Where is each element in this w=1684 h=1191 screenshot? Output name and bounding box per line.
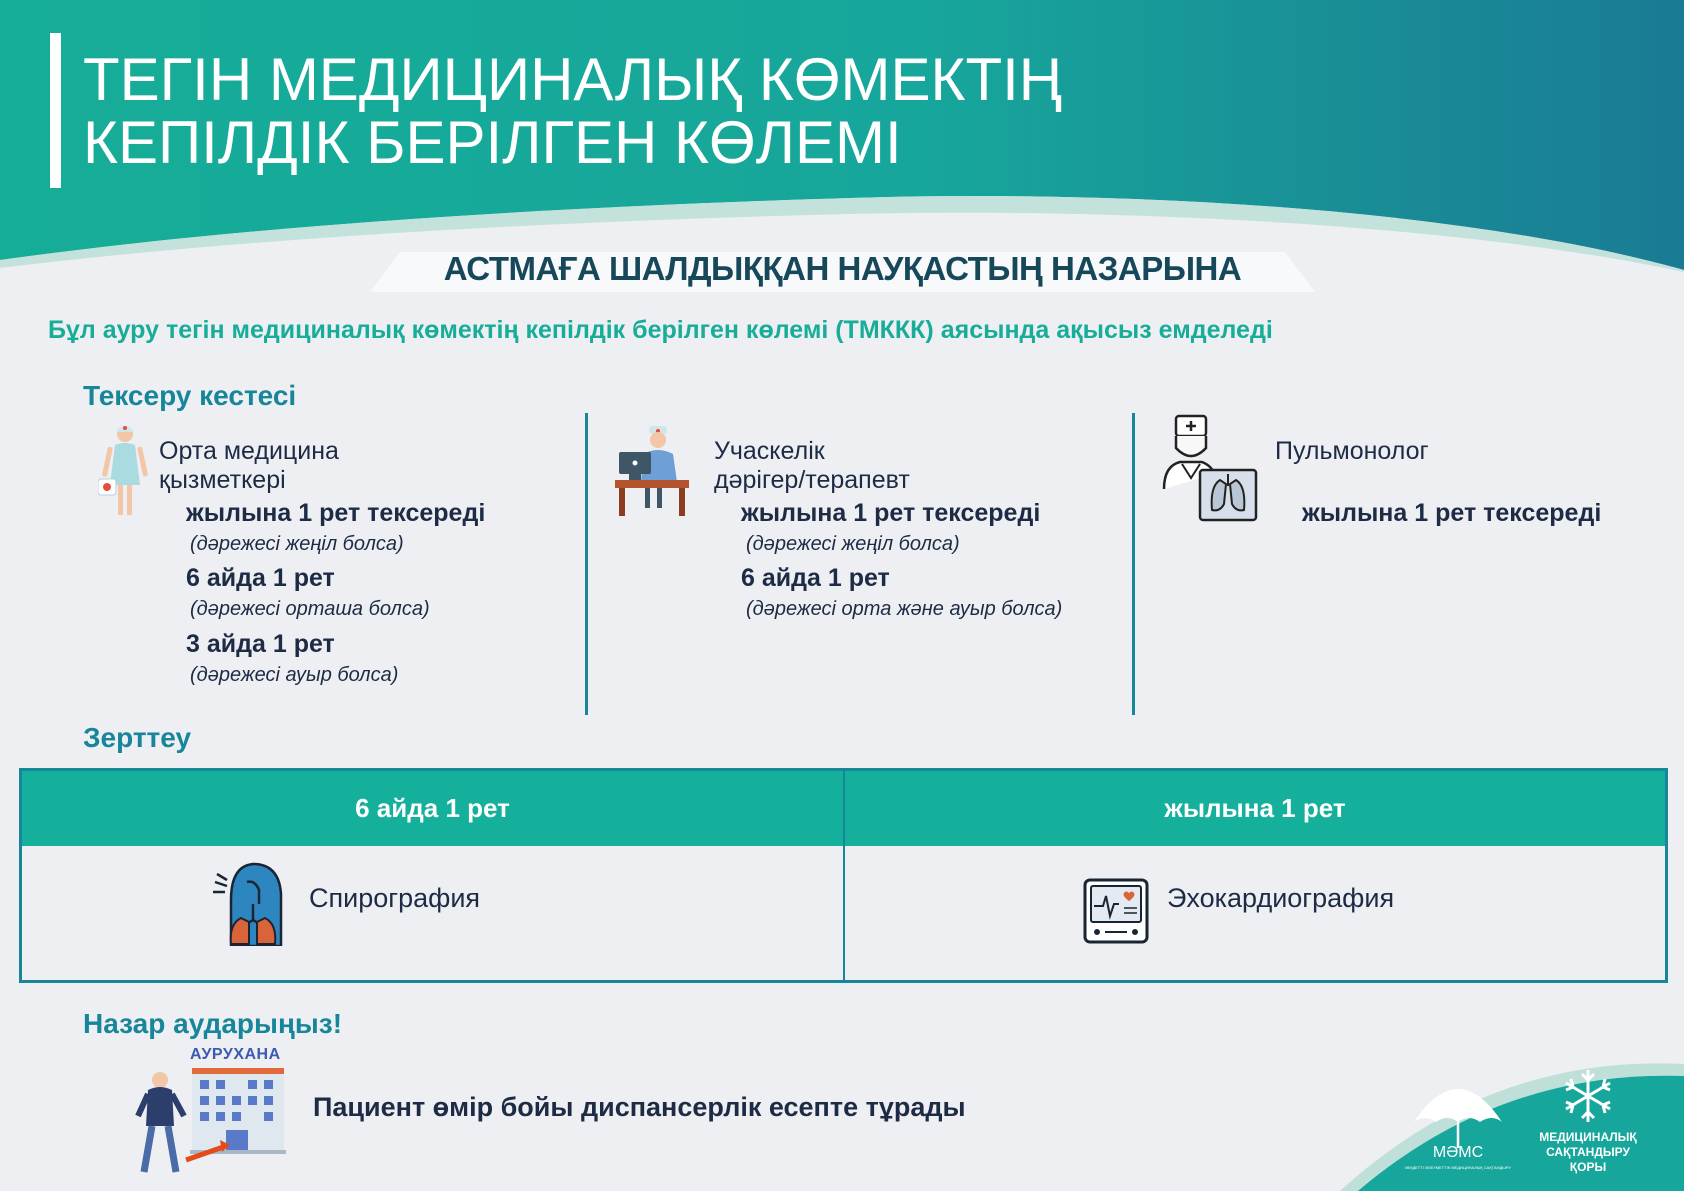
therapist-freq-1: жылына 1 рет тексереді — [741, 499, 1041, 527]
nurse-cond-3: (дәрежесі ауыр болса) — [190, 664, 399, 686]
intro-text: Бұл ауру тегін медициналық көмектің кепілдік берілген көлемі (ТМККК) аясында ақысыз емделеді — [48, 316, 1273, 344]
nurse-freq-2: 6 айда 1 рет — [186, 564, 335, 592]
fund-logo-line-1: МЕДИЦИНАЛЫҚ — [1539, 1130, 1637, 1144]
hospital-icon — [130, 1050, 290, 1175]
nurse-role-line-1: Орта медицина — [159, 437, 339, 465]
schedule-heading: Тексеру кестесі — [83, 380, 297, 411]
fund-logo-name — [1535, 1130, 1641, 1175]
lungs-icon — [209, 860, 289, 946]
research-col2-header-text: жылына 1 рет — [1164, 793, 1346, 823]
mams-logo-name: МӘМС — [1432, 1144, 1484, 1161]
study-spirography: Спирография — [309, 883, 481, 913]
pulmonologist-icon — [1160, 414, 1258, 522]
title-accent-bar — [50, 33, 61, 188]
nurse-role-line-2: қызметкері — [159, 466, 286, 494]
research-col2-header — [845, 771, 1665, 846]
nurse-freq-3: 3 айда 1 рет — [186, 630, 335, 658]
therapist-freq-2: 6 айда 1 рет — [741, 564, 890, 592]
hospital-sign: АУРУХАНА — [190, 1046, 281, 1063]
fund-logo-line-2: САҚТАНДЫРУ — [1546, 1145, 1630, 1159]
doctor-at-desk-icon — [615, 424, 695, 519]
research-col1-header — [22, 771, 843, 846]
subtitle: АСТМАҒА ШАЛДЫҚҚАН НАУҚАСТЫҢ НАЗАРЫНА — [443, 250, 1242, 287]
column-divider-1 — [585, 413, 588, 715]
research-heading: Зерттеу — [83, 722, 192, 753]
therapist-cond-1: (дәрежесі жеңіл болса) — [746, 533, 960, 555]
therapist-role-line-1: Учаскелік — [714, 437, 825, 465]
pulmonologist-freq: жылына 1 рет тексереді — [1302, 499, 1602, 527]
study-echocardiography: Эхокардиография — [1167, 883, 1395, 913]
nurse-freq-1: жылына 1 рет тексереді — [186, 499, 486, 527]
mams-logo-tagline: МІНДЕТТІ ӘЛЕУМЕТТІК МЕДИЦИНАЛЫҚ САҚТАНДЫРУ — [1405, 1165, 1511, 1170]
column-divider-2 — [1132, 413, 1135, 715]
warning-text: Пациент өмір бойы диспансерлік есепте тұрады — [313, 1092, 966, 1122]
page-title-line-1: ТЕГІН МЕДИЦИНАЛЫҚ КӨМЕКТІҢ — [83, 46, 1063, 113]
subtitle-banner — [370, 242, 1315, 294]
fund-logo-line-3: ҚОРЫ — [1569, 1160, 1607, 1174]
heart-monitor-icon — [1083, 878, 1149, 944]
mams-umbrella-icon — [1412, 1070, 1504, 1150]
research-column-separator — [843, 771, 845, 980]
fund-snowflake-icon — [1560, 1068, 1616, 1124]
therapist-role-line-2: дәрігер/терапевт — [714, 466, 910, 494]
page-title-line-2: КЕПІЛДІК БЕРІЛГЕН КӨЛЕМІ — [83, 109, 902, 176]
nurse-cond-2: (дәрежесі орташа болса) — [190, 598, 430, 620]
research-col1-header-text: 6 айда 1 рет — [355, 793, 510, 823]
pulmonologist-role: Пульмонолог — [1275, 437, 1429, 465]
nurse-cond-1: (дәрежесі жеңіл болса) — [190, 533, 404, 555]
nurse-icon — [98, 423, 152, 519]
warning-heading: Назар аударыңыз! — [83, 1008, 343, 1039]
therapist-cond-2: (дәрежесі орта және ауыр болса) — [746, 598, 1063, 620]
research-table — [19, 768, 1668, 983]
